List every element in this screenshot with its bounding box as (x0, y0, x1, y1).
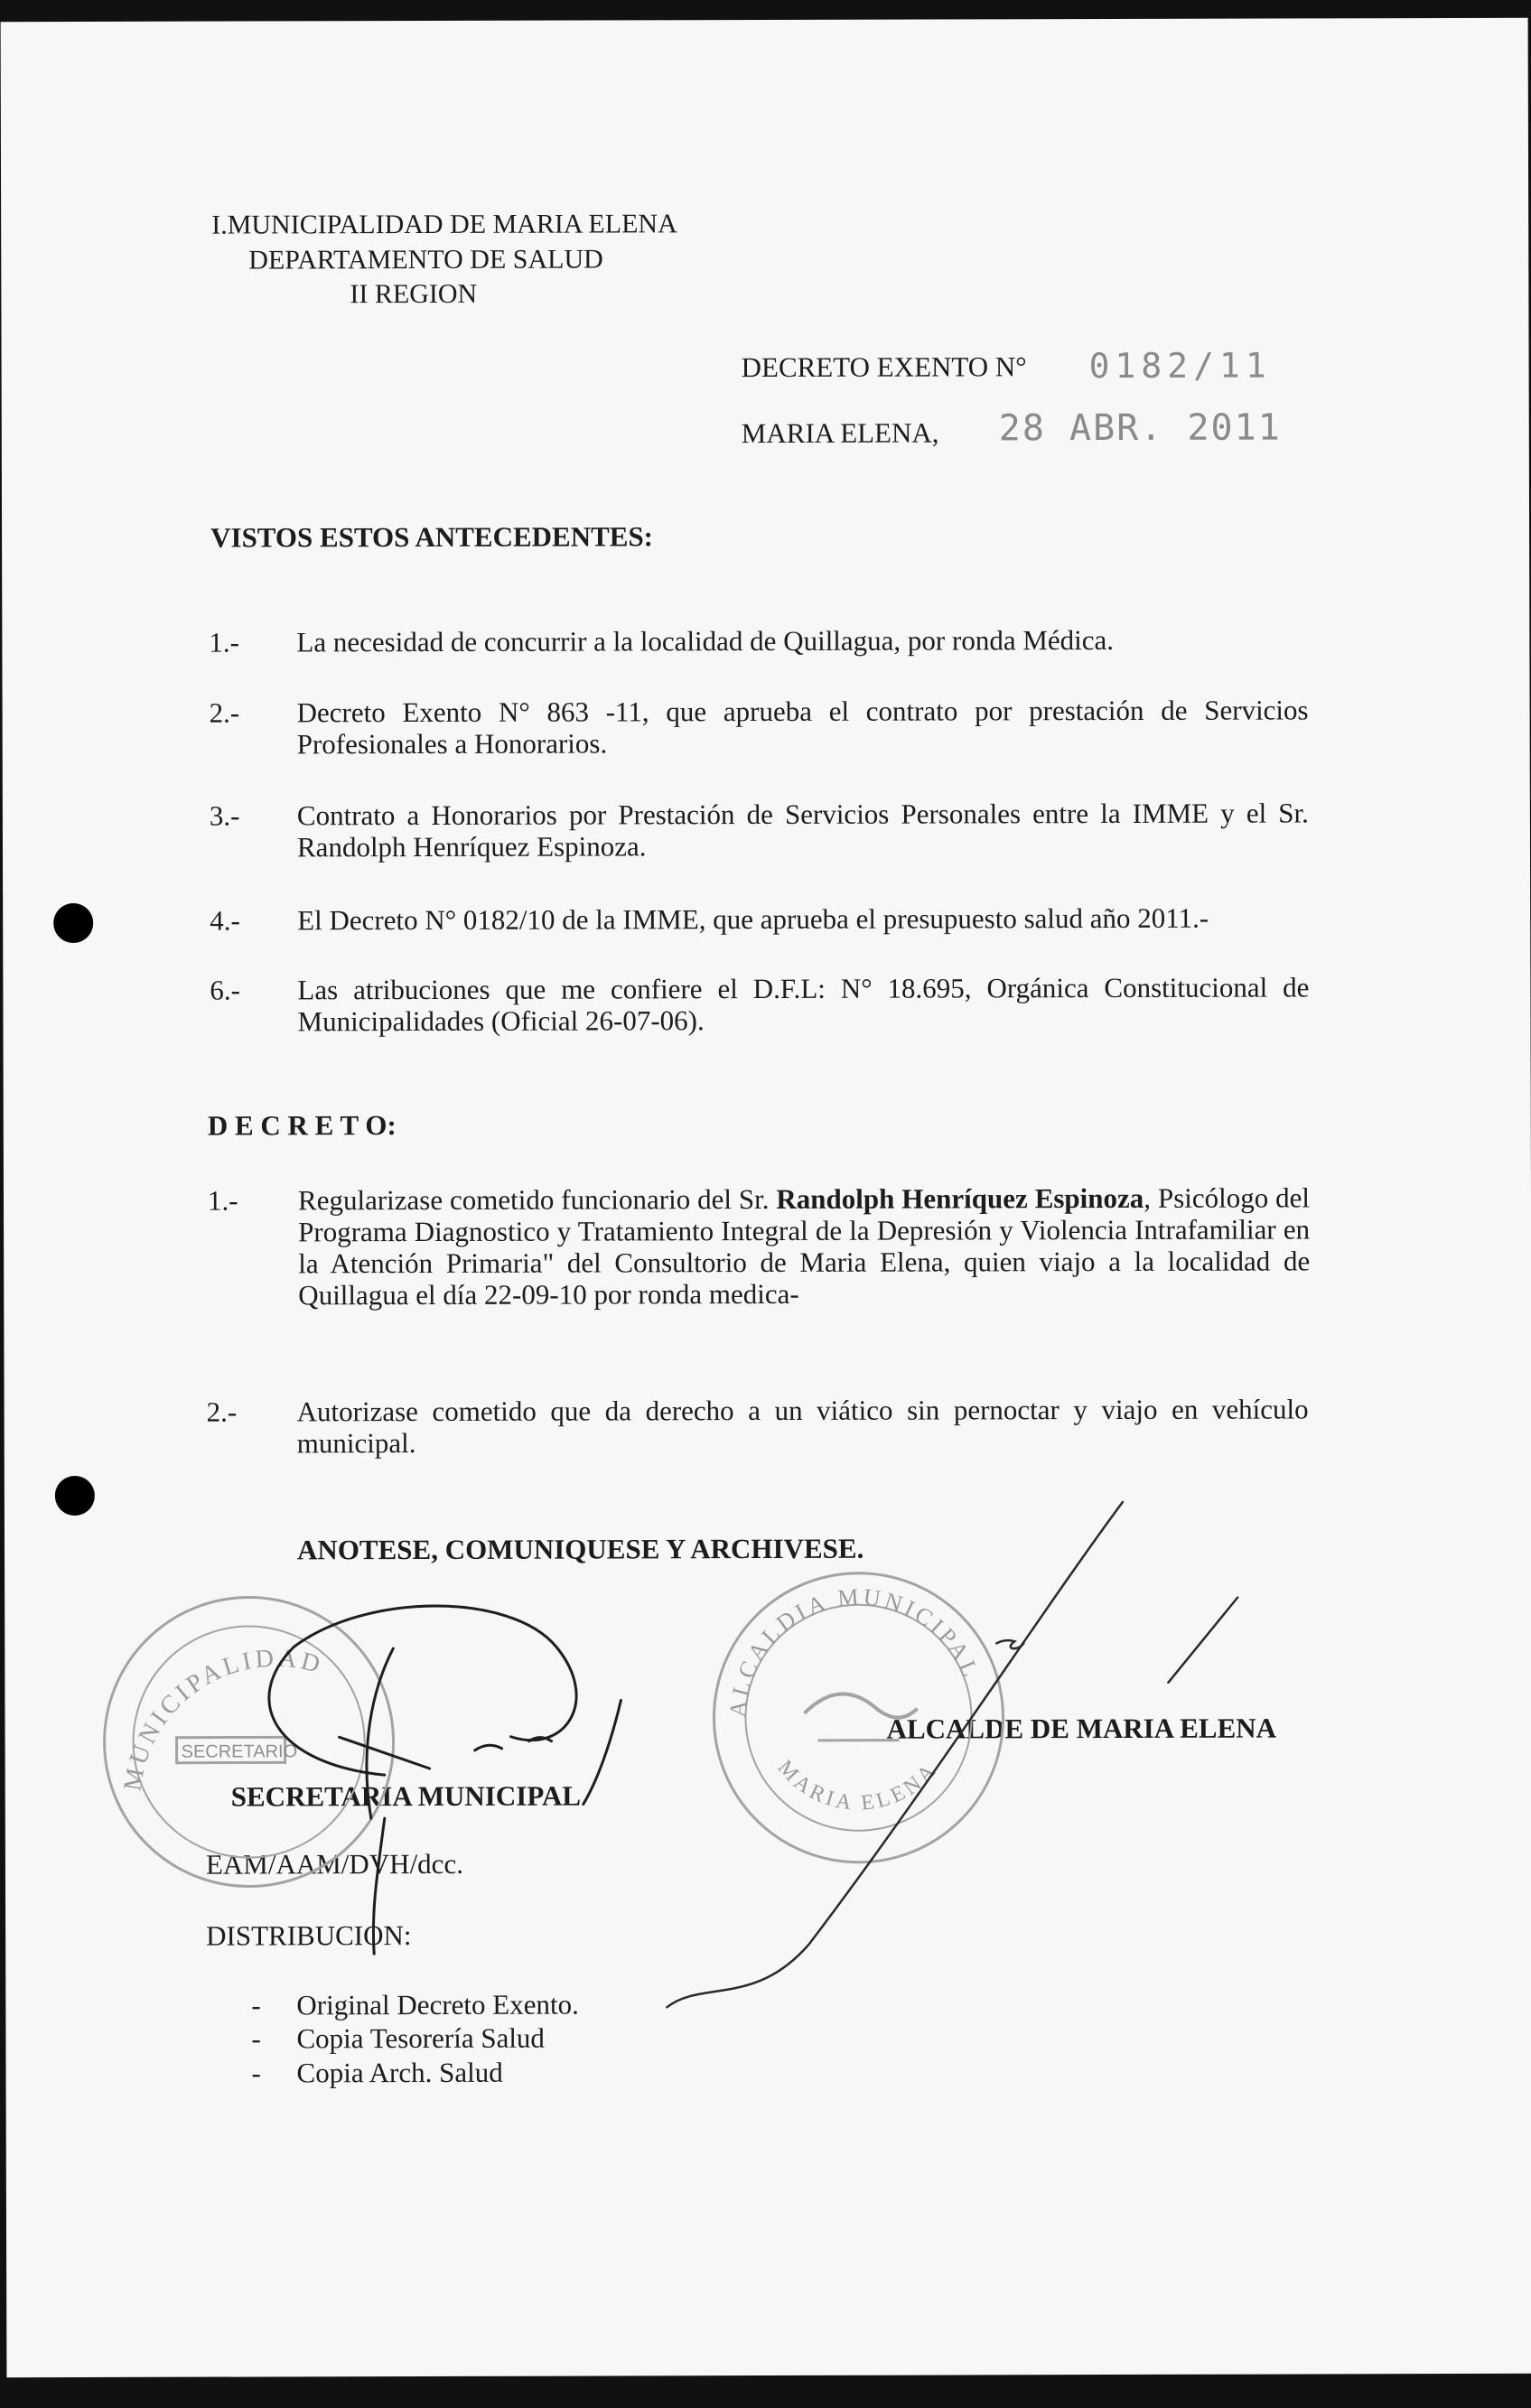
vistos-item-text: Las atribuciones que me confiere el D.F.L: N° 18.695, Orgánica Constitucional de Municipalidades (Oficial 26-07-06). (297, 971, 1310, 1038)
vistos-heading: VISTOS ESTOS ANTECEDENTES: (210, 520, 654, 554)
decreto-item-text-post: , Psicólogo del Programa Diagnostico y Tratamiento Integral de la Depresión y Violencia Intrafamiliar en la Atención Primaria" del Consultorio de Maria Elena, quien viajo a la localidad de Quillagua el día 22-09-10 por ronda medica- (298, 1181, 1311, 1311)
secretaria-title: SECRETARIA MUNICIPAL (230, 1779, 582, 1813)
document-page (1, 18, 1531, 2377)
list-dash: - (251, 1989, 261, 2021)
decree-document (1, 18, 1531, 2377)
decree-number-stamp: 0182/11 (1088, 345, 1272, 387)
closing-text: ANOTESE, COMUNIQUESE Y ARCHIVESE. (296, 1532, 864, 1566)
alcaldia-stamp (714, 1573, 1004, 1862)
list-dash: - (251, 2022, 261, 2055)
city-label: MARIA ELENA, (741, 416, 939, 450)
alcaldia-stamp-text: ALCALDIA MUNICIPAL (724, 1583, 985, 1719)
distribution-heading: DISTRIBUCION: (206, 1919, 412, 1952)
vistos-item-text: Decreto Exento N° 863 -11, que aprueba el contrato por prestación de Servicios Profesionales a Honorarios. (296, 694, 1309, 761)
distribution-item-label: Copia Tesorería Salud (296, 2021, 545, 2055)
stamps-signatures-layer (1, 18, 1531, 2377)
initials: EAM/AAM/DVH/dcc. (205, 1847, 463, 1881)
vistos-item-text: El Decreto N° 0182/10 de la IMME, que aprueba el presupuesto salud año 2011.- (297, 901, 1209, 937)
vistos-item-text: Contrato a Honorarios por Prestación de Servicios Personales entre la IMME y el Sr. Randolph Henríquez Espinoza. (296, 797, 1309, 863)
header-department: DEPARTAMENTO DE SALUD (248, 244, 603, 275)
secretaria-stamp-inner: SECRETARIO (181, 1741, 298, 1762)
vistos-item-number: 2.- (209, 696, 240, 729)
decreto-item-text: Autorizase cometido que da derecho a un viático sin pernoctar y viajo en vehículo municipal. (296, 1393, 1309, 1460)
secretaria-stamp-text: MUNICIPALIDAD (118, 1644, 327, 1793)
date-stamp: 28 ABR. 2011 (998, 406, 1282, 450)
header-municipality: I.MUNICIPALIDAD DE MARIA ELENA (211, 209, 677, 240)
header-region: II REGION (350, 278, 478, 310)
decreto-item-number: 2.- (206, 1395, 238, 1428)
decreto-item-text-pre: Regularizase cometido funcionario del Sr. (297, 1182, 777, 1217)
alcalde-title: ALCALDE DE MARIA ELENA (886, 1712, 1277, 1745)
vistos-item-number: 1.- (209, 626, 240, 658)
list-dash: - (251, 2057, 261, 2089)
decree-label: DECRETO EXENTO N° (741, 350, 1027, 384)
distribution-item-label: Original Decreto Exento. (296, 1988, 579, 2021)
vistos-item-number: 4.- (210, 904, 240, 937)
vistos-item-number: 6.- (210, 974, 241, 1006)
person-name: Randolph Henríquez Espinoza (776, 1181, 1144, 1215)
decreto-heading: D E C R E T O: (207, 1109, 397, 1142)
decreto-item-number: 1.- (207, 1184, 238, 1217)
vistos-item-text: La necesidad de concurrir a la localidad de Quillagua, por ronda Médica. (296, 623, 1115, 658)
distribution-item-label: Copia Arch. Salud (296, 2056, 503, 2089)
alcaldia-stamp-bottom: MARIA ELENA (772, 1756, 943, 1815)
vistos-item-number: 3.- (209, 799, 240, 832)
